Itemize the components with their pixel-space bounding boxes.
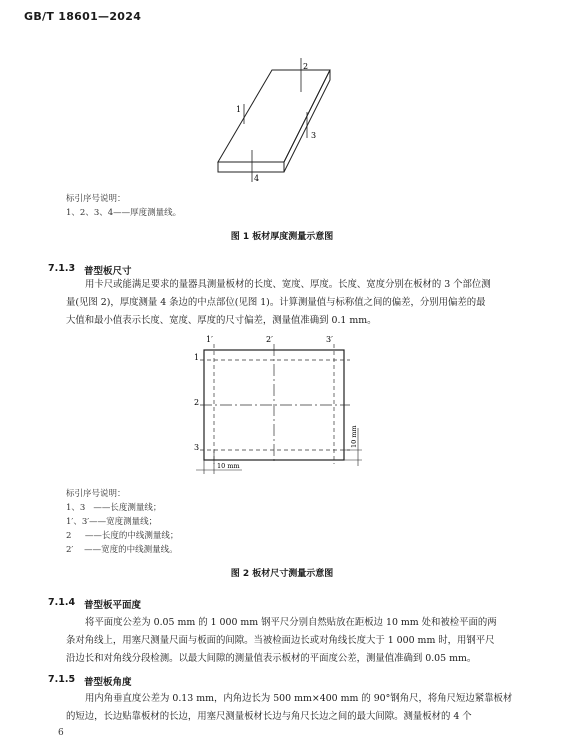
section-713-title: 普型板尺寸 (84, 266, 132, 277)
figure2-caption: 图 2 板材尺寸测量示意图 (230, 569, 334, 579)
fig2-legend-line-3: 2 ——长度的中线测量线； (66, 531, 179, 541)
fig2-left-label-3: 3 (194, 443, 200, 452)
fig2-legend-heading: 标引序号说明： (66, 489, 126, 499)
fig1-legend-heading: 标引序号说明： (66, 194, 126, 204)
page-number: 6 (58, 728, 64, 738)
fig2-left-label-1: 1 (194, 353, 200, 362)
section-713-line-1: 用卡尺或能满足要求的量器具测量板材的长度、宽度、厚度。长度、宽度分别在板材的 3 个部位测 (85, 279, 491, 290)
section-714-line-1: 将平面度公差为 0.05 mm 的 1 000 mm 钢平尺分别自然贴放在距板边 10 mm 处和被检平面的两 (85, 617, 497, 628)
fig2-dim-bottom-label: 10 mm (217, 462, 240, 470)
fig2-legend-line-1: 1、3 ——长度测量线； (66, 503, 162, 513)
section-714-line-2: 条对角线上，用塞尺测量尺面与板面的间隙。当被检面边长或对角线长度大于 1 000 mm 时，用钢平尺 (66, 635, 495, 646)
section-714-paragraph (66, 614, 528, 668)
figure1-caption: 图 1 板材厚度测量示意图 (230, 232, 334, 242)
fig1-label-1: 1 (236, 105, 242, 114)
section-713-line-3: 大值和最小值表示长度、宽度、厚度的尺寸偏差，测量值准确到 0.1 mm。 (66, 315, 377, 326)
fig1-label-4: 4 (254, 174, 260, 183)
fig2-top-label-2p: 2′ (266, 335, 273, 344)
fig2-legend-line-4: 2′ ——宽度的中线测量线。 (66, 545, 178, 555)
fig1-label-2: 2 (303, 62, 309, 71)
figure2-diagram (190, 332, 376, 482)
section-715-line-1: 用内角垂直度公差为 0.13 mm，内角边长为 500 mm×400 mm 的 90°钢角尺，将角尺短边紧靠板材 (85, 693, 513, 704)
standard-code-header: GB/T 18601—2024 (24, 10, 142, 23)
slab-front-face (218, 162, 284, 172)
section-713-number: 7.1.3 (48, 263, 76, 274)
section-714-title: 普型板平面度 (84, 600, 142, 611)
figure1-diagram (200, 52, 350, 184)
fig2-legend-line-2: 1′、3′——宽度测量线； (66, 517, 158, 527)
section-713-line-2: 量(见图 2)，厚度测量 4 条边的中点部位(见图 1)。计算测量值与标称值之间的偏差，分别用偏差的最 (66, 297, 486, 308)
fig2-top-label-3p: 3′ (326, 335, 333, 344)
section-713-paragraph (66, 276, 528, 330)
section-715-paragraph (66, 690, 528, 726)
fig2-dim-right-label: 10 mm (350, 425, 358, 448)
fig2-left-label-2: 2 (194, 398, 200, 407)
section-715-number: 7.1.5 (48, 674, 76, 685)
slab-top-face (218, 70, 330, 162)
fig2-top-label-1p: 1′ (206, 335, 213, 344)
section-715-title: 普型板角度 (84, 677, 132, 688)
section-715-line-2: 的短边，长边贴靠板材的长边，用塞尺测量板材长边与角尺长边之间的最大间隙。测量板材的 4 个 (66, 711, 472, 722)
section-714-number: 7.1.4 (48, 597, 76, 608)
section-714-line-3: 沿边长和对角线分段检测。以最大间隙的测量值表示板材的平面度公差，测量值准确到 0.05 mm。 (66, 653, 477, 664)
fig1-label-3: 3 (311, 131, 317, 140)
fig1-legend-line: 1、2、3、4——厚度测量线。 (66, 208, 182, 218)
